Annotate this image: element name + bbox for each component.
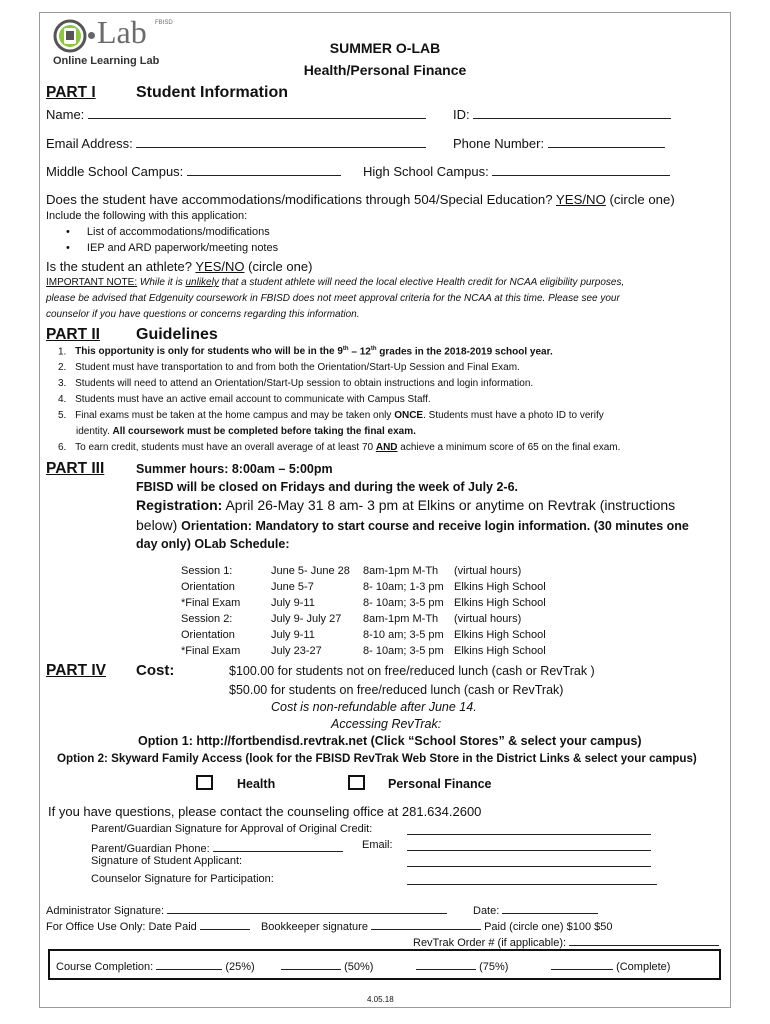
schedule-cell: Elkins High School: [454, 629, 546, 641]
phone-label: Phone Number:: [453, 136, 545, 151]
parent-signature-field[interactable]: [407, 822, 651, 835]
hs-label: High School Campus:: [363, 164, 489, 179]
personal-finance-label: Personal Finance: [388, 777, 492, 791]
summer-hours: Summer hours: 8:00am – 5:00pm: [136, 462, 333, 476]
name-row: [46, 106, 426, 122]
schedule-cell: 8- 10am; 3-5 pm: [363, 597, 444, 609]
parent-email-field[interactable]: [407, 838, 651, 851]
athlete-question: Is the student an athlete? YES/NO (circle one): [46, 259, 313, 274]
part3-label: PART III: [46, 460, 105, 477]
revtrak-order-row: RevTrak Order # (if applicable):: [413, 933, 719, 949]
completion-75: (75%): [416, 957, 508, 973]
logo-dot: [88, 32, 95, 39]
schedule-heading: day only) OLab Schedule:: [136, 537, 290, 551]
ms-row: [46, 163, 341, 179]
schedule-cell: 8- 10am; 3-5 pm: [363, 645, 444, 657]
logo-small: FBISD: [155, 20, 173, 26]
schedule-cell: 8-10 am; 3-5 pm: [363, 629, 444, 641]
schedule-cell: June 5- June 28: [271, 565, 350, 577]
schedule-cell: *Final Exam: [181, 645, 241, 657]
name-label: Name:: [46, 107, 85, 122]
office-use-row: For Office Use Only: Date Paid Bookkeeper signature Paid (circle one) $100 $50: [46, 917, 613, 933]
accom-yesno[interactable]: YES/NO: [556, 192, 606, 207]
student-signature-label: Signature of Student Applicant:: [91, 855, 243, 867]
note-line3: counselor if you have questions or concerns regarding this information.: [46, 309, 360, 320]
health-checkbox[interactable]: [196, 775, 213, 790]
olab-logo: [53, 14, 183, 70]
bullet-item: • List of accommodations/modifications: [66, 226, 270, 238]
include-text: Include the following with this application:: [46, 210, 248, 222]
schedule-cell: Elkins High School: [454, 597, 546, 609]
schedule-cell: Session 1:: [181, 565, 233, 577]
cost-full: $100.00 for students not on free/reduced lunch (cash or RevTrak ): [229, 664, 595, 678]
paid-amount: Paid (circle one) $100 $50: [484, 921, 613, 933]
bullet-icon: •: [66, 226, 70, 238]
nonrefund-note: Cost is non-refundable after June 14.: [271, 700, 477, 714]
schedule-cell: 8am-1pm M-Th: [363, 565, 439, 577]
schedule-cell: Elkins High School: [454, 645, 546, 657]
closed-notice: FBISD will be closed on Fridays and during the week of July 2-6.: [136, 480, 519, 494]
ms-field[interactable]: [187, 163, 341, 176]
guideline-item: 6. To earn credit, students must have an overall average of at least 70 AND achieve a minimum score of 65 on the final exam.: [58, 442, 621, 453]
cost-reduced: $50.00 for students on free/reduced lunch (cash or RevTrak): [229, 683, 564, 697]
ms-label: Middle School Campus:: [46, 164, 184, 179]
guideline-item: 4. Students must have an active email account to communicate with Campus Staff.: [58, 394, 431, 405]
counselor-signature-field[interactable]: [407, 872, 657, 885]
hs-field[interactable]: [492, 163, 670, 176]
schedule-cell: July 9- July 27: [271, 613, 342, 625]
schedule-cell: *Final Exam: [181, 597, 241, 609]
email-label: Email Address:: [46, 136, 133, 151]
guideline-item: 5. Final exams must be taken at the home campus and may be taken only ONCE. Students must have a photo ID to verify: [58, 410, 604, 421]
personal-finance-checkbox[interactable]: [348, 775, 365, 790]
date-paid-field[interactable]: [200, 917, 250, 930]
health-label: Health: [237, 777, 276, 791]
email-row: [46, 135, 426, 151]
registration-line: Registration: April 26-May 31 8 am- 3 pm at Elkins or anytime on Revtrak (instructions: [136, 497, 676, 513]
email-field[interactable]: [136, 135, 426, 148]
important-note: IMPORTANT NOTE: While it is unlikely that a student athlete will need the local elective Health credit for NCAA eligibility purposes,: [46, 277, 625, 288]
accommodations-question: Does the student have accommodations/modifications through 504/Special Education? YES/NO (circle one): [46, 192, 675, 207]
athlete-yesno[interactable]: YES/NO: [195, 259, 245, 274]
completion-25-field[interactable]: [156, 957, 222, 970]
guideline-item: 1. This opportunity is only for students who will be in the 9th – 12th grades in the 2018-2019 school year.: [58, 346, 553, 358]
schedule-cell: June 5-7: [271, 581, 314, 593]
parent-phone-row: Parent/Guardian Phone:: [91, 839, 343, 855]
schedule-cell: Orientation: [181, 629, 235, 641]
olab-logo-icon: [53, 19, 87, 53]
date-field[interactable]: [502, 901, 598, 914]
part4-label: PART IV: [46, 662, 106, 679]
orientation-line: below) Orientation: Mandatory to start course and receive login information. (30 minutes one: [136, 517, 689, 533]
course-completion-label: Course Completion: (25%): [56, 957, 255, 973]
note-line2: please be advised that Edgenuity coursework in FBISD does not meet approval criteria for the NCAA at this time. Please see your: [46, 293, 620, 304]
note-label: IMPORTANT NOTE:: [46, 277, 138, 288]
version-footer: 4.05.18: [367, 995, 394, 1004]
schedule-cell: July 9-11: [271, 629, 315, 641]
schedule-cell: Elkins High School: [454, 581, 546, 593]
guideline-item: 3. Students will need to attend an Orientation/Start-Up session to obtain instructions and login information.: [58, 378, 534, 389]
schedule-cell: 8- 10am; 1-3 pm: [363, 581, 444, 593]
form-subtitle: Health/Personal Finance: [303, 62, 467, 78]
cost-label: Cost:: [136, 662, 175, 679]
bullet-icon: •: [66, 242, 70, 254]
name-field[interactable]: [88, 106, 426, 119]
logo-word: Lab: [97, 14, 147, 50]
schedule-cell: July 9-11: [271, 597, 315, 609]
parent-email-label: Email:: [362, 839, 393, 851]
completion-complete-field[interactable]: [551, 957, 613, 970]
schedule-cell: (virtual hours): [454, 565, 522, 577]
admin-signature-field[interactable]: [167, 901, 447, 914]
schedule-cell: July 23-27: [271, 645, 322, 657]
logo-subtitle: Online Learning Lab: [53, 55, 160, 67]
hs-row: [363, 163, 670, 179]
completion-complete: (Complete): [551, 957, 670, 973]
schedule-cell: (virtual hours): [454, 613, 522, 625]
admin-signature-row: Administrator Signature:: [46, 901, 447, 917]
parent-signature-label: Parent/Guardian Signature for Approval of Original Credit:: [91, 823, 373, 835]
phone-field[interactable]: [548, 135, 665, 148]
option2-text: Option 2: Skyward Family Access (look for the FBISD RevTrak Web Store in the District Links & select your campus): [57, 752, 697, 765]
id-label: ID:: [453, 107, 470, 122]
id-field[interactable]: [473, 106, 671, 119]
accessing-revtrak: Accessing RevTrak:: [331, 717, 442, 731]
schedule-cell: 8am-1pm M-Th: [363, 613, 439, 625]
completion-50: (50%): [281, 957, 373, 973]
guideline-item-cont: identity. All coursework must be completed before taking the final exam.: [76, 426, 416, 437]
form-title: SUMMER O-LAB: [329, 40, 441, 56]
part1-heading: Student Information: [136, 84, 288, 101]
schedule-cell: Orientation: [181, 581, 235, 593]
guideline-item: 2. Student must have transportation to and from both the Orientation/Start-Up Session and Final Exam.: [58, 362, 520, 373]
questions-contact: If you have questions, please contact the counseling office at 281.634.2600: [48, 804, 482, 819]
completion-50-field[interactable]: [281, 957, 341, 970]
phone-row: [453, 135, 665, 151]
counselor-signature-label: Counselor Signature for Participation:: [91, 873, 274, 885]
schedule-cell: Session 2:: [181, 613, 233, 625]
revtrak-order-field[interactable]: [569, 933, 719, 946]
part2-label: PART II: [46, 326, 100, 343]
date-row: Date:: [473, 901, 598, 917]
option1-link[interactable]: Option 1: http://fortbendisd.revtrak.net (Click “School Stores” & select your campus): [138, 734, 642, 748]
completion-75-field[interactable]: [416, 957, 476, 970]
parent-phone-field[interactable]: [213, 839, 343, 852]
bookkeeper-field[interactable]: [371, 917, 481, 930]
student-signature-field[interactable]: [407, 854, 651, 867]
part2-heading: Guidelines: [136, 326, 218, 343]
part1-label: PART I: [46, 84, 96, 101]
bullet-item: • IEP and ARD paperwork/meeting notes: [66, 242, 279, 254]
id-row: [453, 106, 671, 122]
